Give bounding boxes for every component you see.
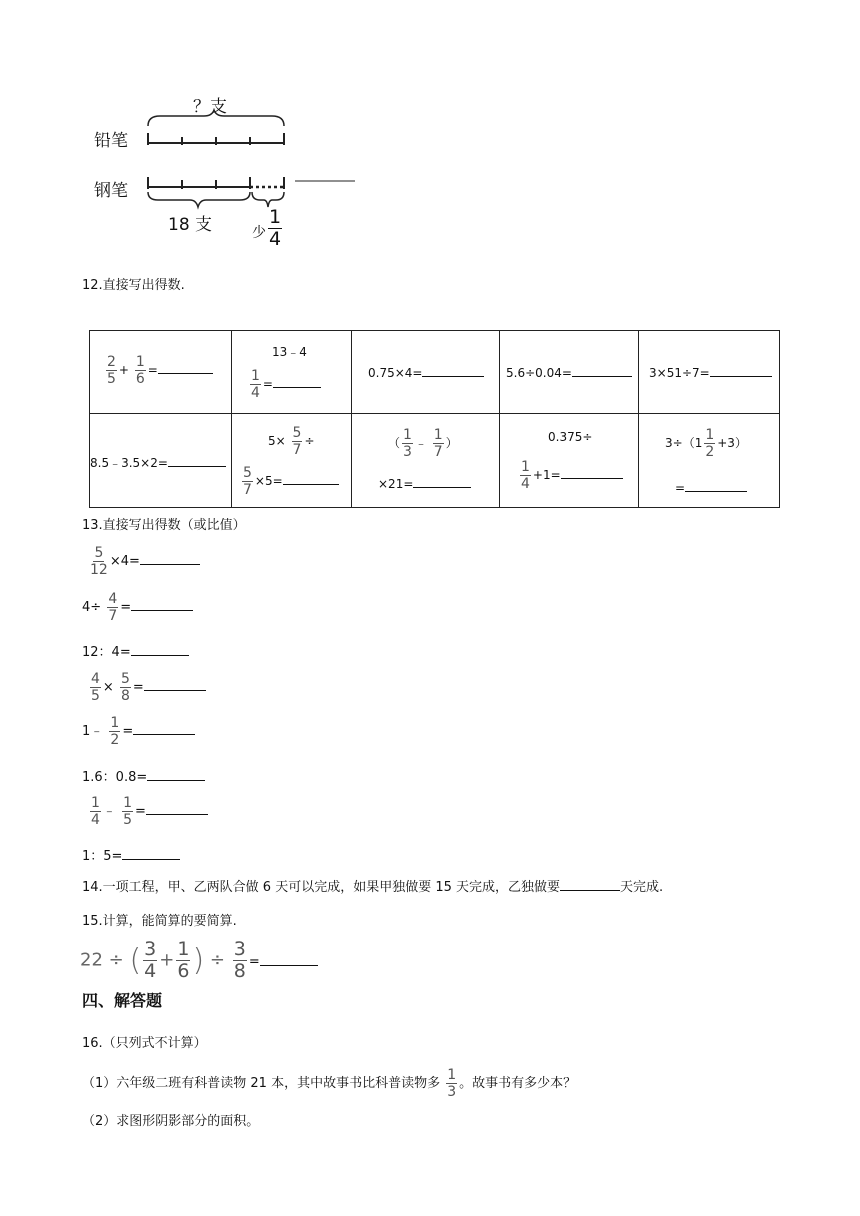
answer-blank[interactable] bbox=[144, 679, 206, 691]
answer-blank[interactable] bbox=[146, 803, 208, 815]
less-fraction: $\frac{1}{4}$ bbox=[269, 206, 282, 250]
cell-r1c4: 5.6÷0.04= bbox=[500, 331, 639, 414]
q15-title: 15.计算，能简算的要简算. bbox=[82, 914, 237, 929]
answer-blank[interactable] bbox=[422, 365, 484, 377]
q13-item-5: 1﹣ $\frac{1}{2}$ = bbox=[82, 716, 195, 747]
cell-r1c5: 3×51÷7= bbox=[639, 331, 780, 414]
answer-blank[interactable] bbox=[131, 599, 193, 611]
pencil-label: 铅笔 bbox=[94, 131, 128, 151]
q13-item-4: $\frac{4}{5}$ × $\frac{5}{8}$ = bbox=[88, 672, 206, 703]
answer-blank[interactable] bbox=[133, 723, 195, 735]
cell-r2c3: （ $\frac{1}{3}$ ﹣ $\frac{1}{7}$ ） ×21= bbox=[352, 414, 500, 508]
q13-item-2: 4÷ $\frac{4}{7}$ = bbox=[82, 592, 193, 623]
eighteen-label: 18 支 bbox=[168, 215, 213, 235]
q16-title: 16.（只列式不计算） bbox=[82, 1036, 207, 1051]
answer-blank[interactable] bbox=[273, 376, 321, 388]
answer-blank[interactable] bbox=[413, 476, 471, 488]
answer-blank[interactable] bbox=[131, 644, 189, 656]
answer-blank[interactable] bbox=[685, 480, 747, 492]
calc-table bbox=[89, 330, 780, 508]
answer-blank[interactable] bbox=[122, 848, 180, 860]
cell-r2c1: 8.5﹣3.5×2= bbox=[90, 414, 232, 508]
section-title: 四、解答题 bbox=[82, 991, 163, 1010]
answer-blank[interactable] bbox=[560, 879, 620, 891]
q14-text: 14.一项工程，甲、乙两队合做 6 天可以完成，如果甲独做要 15 天完成，乙独做要 天完成. bbox=[82, 880, 664, 895]
q13-item-8: 1：5= bbox=[82, 845, 180, 864]
cell-r2c4: 0.375÷ $\frac{1}{4}$ +1= bbox=[500, 414, 639, 508]
question-label: ？支 bbox=[193, 97, 227, 117]
cell-r1c1: $\frac{2}{5}$ + $\frac{1}{6}$ = bbox=[90, 331, 232, 414]
answer-blank[interactable] bbox=[710, 365, 772, 377]
answer-blank[interactable] bbox=[283, 473, 339, 485]
cell-r1c2: 13﹣4 $\frac{1}{4}$ = bbox=[232, 331, 352, 414]
answer-blank[interactable] bbox=[561, 467, 623, 479]
answer-blank[interactable] bbox=[168, 455, 226, 467]
answer-blank[interactable] bbox=[147, 769, 205, 781]
less-label: 少 bbox=[252, 225, 266, 241]
answer-blank[interactable] bbox=[260, 954, 318, 966]
q13-item-6: 1.6：0.8= bbox=[82, 766, 205, 785]
pen-label: 钢笔 bbox=[94, 181, 128, 201]
answer-blank[interactable] bbox=[572, 365, 632, 377]
cell-r2c5: 3÷（1 $\frac{1}{2}$ +3） = bbox=[639, 414, 780, 508]
answer-blank[interactable] bbox=[140, 553, 200, 565]
q13-item-1: $\frac{5}{12}$ ×4= bbox=[88, 546, 200, 577]
q16-part-1: （1）六年级二班有科普读物 21 本，其中故事书比科普读物多 $\frac{1}{3}$ 。故事书有多少本？ bbox=[82, 1067, 577, 1100]
q16-part-2: （2）求图形阴影部分的面积。 bbox=[82, 1114, 260, 1129]
cell-r1c3: 0.75×4= bbox=[352, 331, 500, 414]
cell-r2c2: 5× $\frac{5}{7}$ ÷ $\frac{5}{7}$ ×5= bbox=[232, 414, 352, 508]
segment-lines bbox=[140, 108, 360, 218]
q13-title: 13.直接写出得数（或比值） bbox=[82, 518, 246, 533]
answer-blank[interactable] bbox=[158, 362, 213, 374]
q13-item-7: $\frac{1}{4}$ ﹣ $\frac{1}{5}$ = bbox=[88, 796, 208, 827]
q12-title: 12.直接写出得数. bbox=[82, 278, 185, 293]
q15-expression: 22 ÷ ( $\frac{3}{4}$ + $\frac{1}{6}$ ) ÷ $\frac{3}{8}$ = bbox=[80, 940, 318, 981]
q13-item-3: 12：4= bbox=[82, 641, 189, 660]
